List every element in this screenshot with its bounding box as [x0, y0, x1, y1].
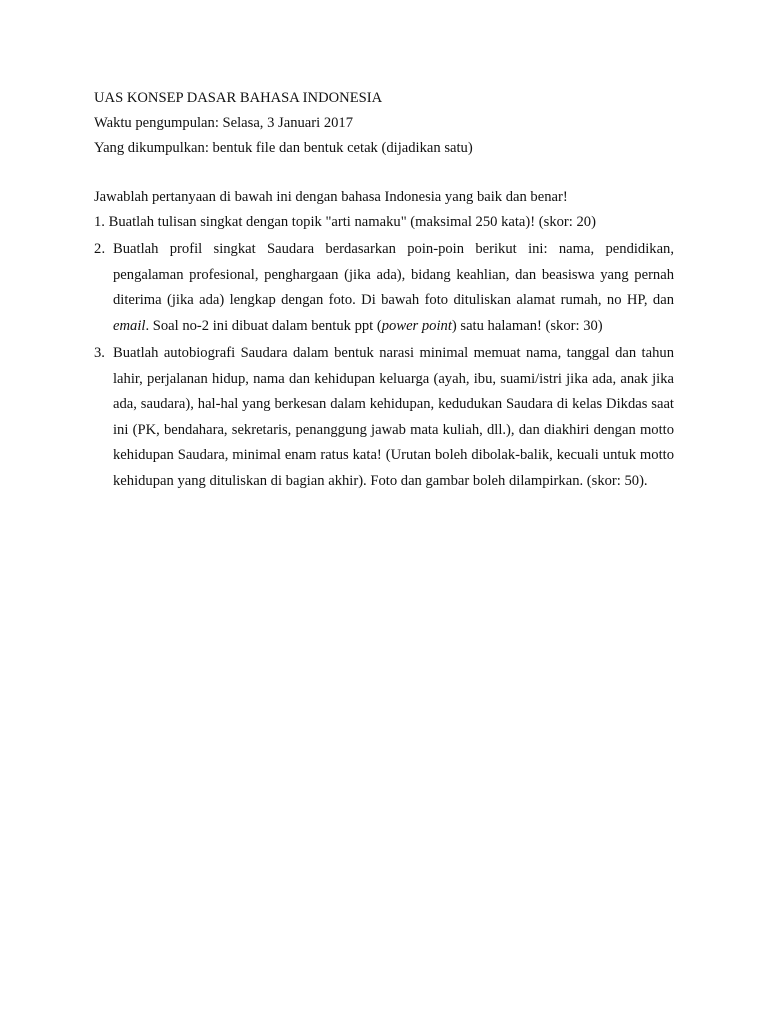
instructions-intro: Jawablah pertanyaan di bawah ini dengan bahasa Indonesia yang baik dan benar! [94, 189, 568, 205]
question-1-text: Buatlah tulisan singkat dengan topik "arti namaku" (maksimal 250 kata)! (skor: 20) [108, 214, 596, 230]
document-header [94, 86, 684, 161]
question-2-text-part-b: . Soal no-2 ini dibuat dalam bentuk ppt ( [145, 317, 382, 334]
question-2-emphasis-power-point: power point [381, 317, 452, 334]
question-2-text-part-a: Buatlah profil singkat Saudara berdasarkan poin-poin berikut ini: nama, pendidikan, pengalaman profesional, penghargaan (jika ada), bidang keahlian, dan beasiswa yang pernah diterima (jika ada) lengkap dengan foto. Di bawah foto dituliskan alamat rumah, no HP, dan [113, 241, 674, 308]
question-2-text [113, 237, 674, 339]
submission-line: Yang dikumpulkan: bentuk file dan bentuk cetak (dijadikan satu) [94, 140, 473, 156]
question-3 [94, 341, 674, 494]
question-2-text-part-c: ) satu halaman! (skor: 30) [451, 317, 603, 334]
question-1 [94, 210, 674, 235]
question-1-number: 1. [94, 214, 105, 230]
question-2-number: 2. [94, 241, 106, 257]
question-2-emphasis-email: email [113, 317, 146, 334]
question-3-number: 3. [94, 345, 105, 361]
question-3-text: Buatlah autobiografi Saudara dalam bentuk narasi minimal memuat nama, tanggal dan tahun lahir, perjalanan hidup, nama dan kehidupan keluarga (ayah, ibu, suami/istri jika ada, anak jika ada, saudara), hal-hal yang berkesan dalam kehidupan, kedudukan Saudara di kelas Dikdas saat ini (PK, bendahara, sekretaris, penanggung jawab mata kuliah, dll.), dan diakhiri dengan motto kehidupan Saudara, minimal enam ratus kata! (Urutan boleh dibolak-balik, kecuali untuk motto kehidupan yang dituliskan di bagian akhir). Foto dan gambar boleh dilampirkan. (skor: 50). [113, 345, 674, 489]
document-title: UAS KONSEP DASAR BAHASA INDONESIA [94, 90, 383, 106]
question-2 [94, 237, 674, 339]
deadline-line: Waktu pengumpulan: Selasa, 3 Januari 2017 [94, 115, 354, 131]
instructions-section [94, 185, 674, 494]
